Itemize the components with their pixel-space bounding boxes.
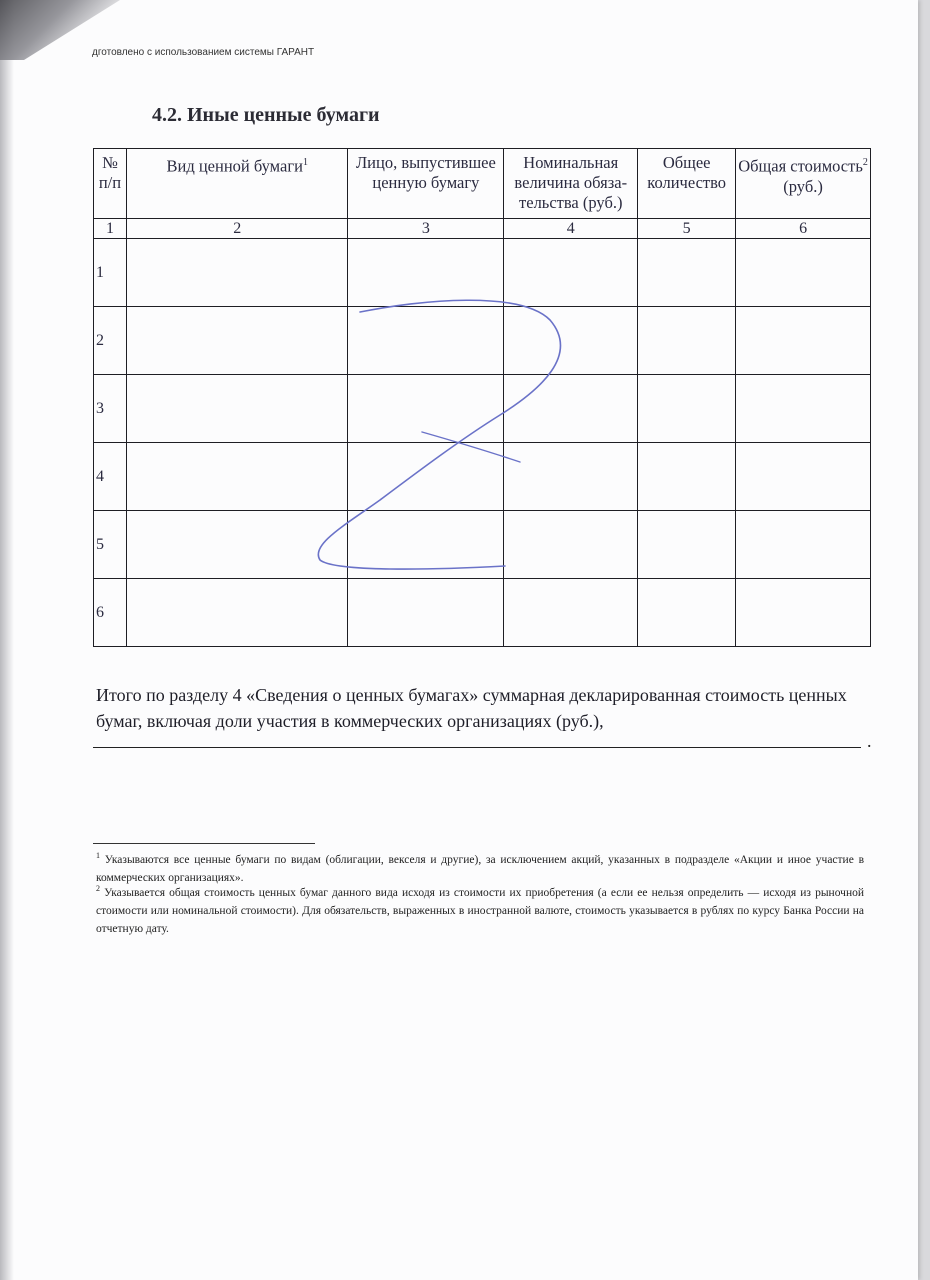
table-row: [94, 239, 871, 307]
column-number: 4: [504, 219, 638, 239]
row-number: 2: [94, 307, 127, 375]
table-cell[interactable]: [504, 511, 638, 579]
table-cell[interactable]: [126, 511, 348, 579]
row-number: 1: [94, 239, 127, 307]
sentence-end-mark: .: [867, 731, 872, 751]
column-number: 5: [638, 219, 736, 239]
total-value-fill-line[interactable]: [93, 747, 861, 748]
row-number: 4: [94, 443, 127, 511]
column-header-quantity: Общее количество: [638, 149, 736, 219]
table-cell[interactable]: [126, 443, 348, 511]
table-cell[interactable]: [348, 511, 504, 579]
footnote-2: $^2$ Указывается общая стоимость ценных бумаг данного вида исходя из стоимости их приобретения (а если ее нельзя определить — исходя из рыночной стоимости или номинальной стоимости). Для обязательств, выраженных в иностранной валюте, стоимость указывается в рублях по курсу Банка России на отчетную дату.: [96, 884, 865, 935]
column-header-nominal-value: Номинальная величина обяза-тельства (руб.): [504, 149, 638, 219]
table-row: [94, 307, 871, 375]
table-cell[interactable]: [126, 375, 348, 443]
column-header-total-value: Общая стоимость$^2$ (руб.): [736, 149, 871, 219]
table-cell[interactable]: [504, 375, 638, 443]
table-header-row: [94, 149, 871, 219]
column-header-security-type: Вид ценной бумаги$^1$: [126, 149, 348, 219]
table-cell[interactable]: [736, 375, 871, 443]
table-cell[interactable]: [348, 579, 504, 647]
row-number: 3: [94, 375, 127, 443]
table-cell[interactable]: [736, 239, 871, 307]
column-number: 2: [126, 219, 348, 239]
row-number: 5: [94, 511, 127, 579]
table-cell[interactable]: [736, 307, 871, 375]
section-summary-text: Итого по разделу 4 «Сведения о ценных бумагах» суммарная декларированная стоимость ценных бумаг, включая доли участия в коммерческих организациях (руб.),: [96, 685, 847, 731]
column-number: 1: [94, 219, 127, 239]
column-header-issuer: Лицо, выпустившее ценную бумагу: [348, 149, 504, 219]
table-row: [94, 443, 871, 511]
table-cell[interactable]: [348, 443, 504, 511]
securities-table: [93, 148, 871, 647]
section-title: 4.2. Иные ценные бумаги: [152, 104, 380, 126]
column-number: 6: [736, 219, 871, 239]
table-cell[interactable]: [736, 511, 871, 579]
table-cell[interactable]: [504, 239, 638, 307]
column-header-number: № п/п: [94, 149, 127, 219]
column-number: 3: [348, 219, 504, 239]
footnote-separator: [93, 843, 315, 844]
table-cell[interactable]: [638, 307, 736, 375]
footnote-1: $^1$ Указываются все ценные бумаги по видам (облигации, векселя и другие), за исключением акций, указанных в подразделе «Акции и иное участие в коммерческих организациях».: [96, 851, 864, 884]
table-cell[interactable]: [126, 307, 348, 375]
scan-edge-shadow: [0, 0, 14, 1280]
table-cell[interactable]: [126, 239, 348, 307]
table-cell[interactable]: [126, 579, 348, 647]
table-cell[interactable]: [736, 443, 871, 511]
table-row: [94, 579, 871, 647]
column-number-row: [94, 219, 871, 239]
table-cell[interactable]: [736, 579, 871, 647]
table-cell[interactable]: [504, 307, 638, 375]
table-cell[interactable]: [638, 375, 736, 443]
table-row: [94, 375, 871, 443]
table-cell[interactable]: [638, 511, 736, 579]
table-cell[interactable]: [348, 375, 504, 443]
table-row: [94, 511, 871, 579]
row-number: 6: [94, 579, 127, 647]
table-cell[interactable]: [638, 443, 736, 511]
table-cell[interactable]: [504, 443, 638, 511]
table-cell[interactable]: [504, 579, 638, 647]
running-header: дготовлено с использованием системы ГАРАНТ: [92, 47, 315, 58]
table-cell[interactable]: [638, 579, 736, 647]
table-cell[interactable]: [348, 307, 504, 375]
table-cell[interactable]: [348, 239, 504, 307]
table-cell[interactable]: [638, 239, 736, 307]
